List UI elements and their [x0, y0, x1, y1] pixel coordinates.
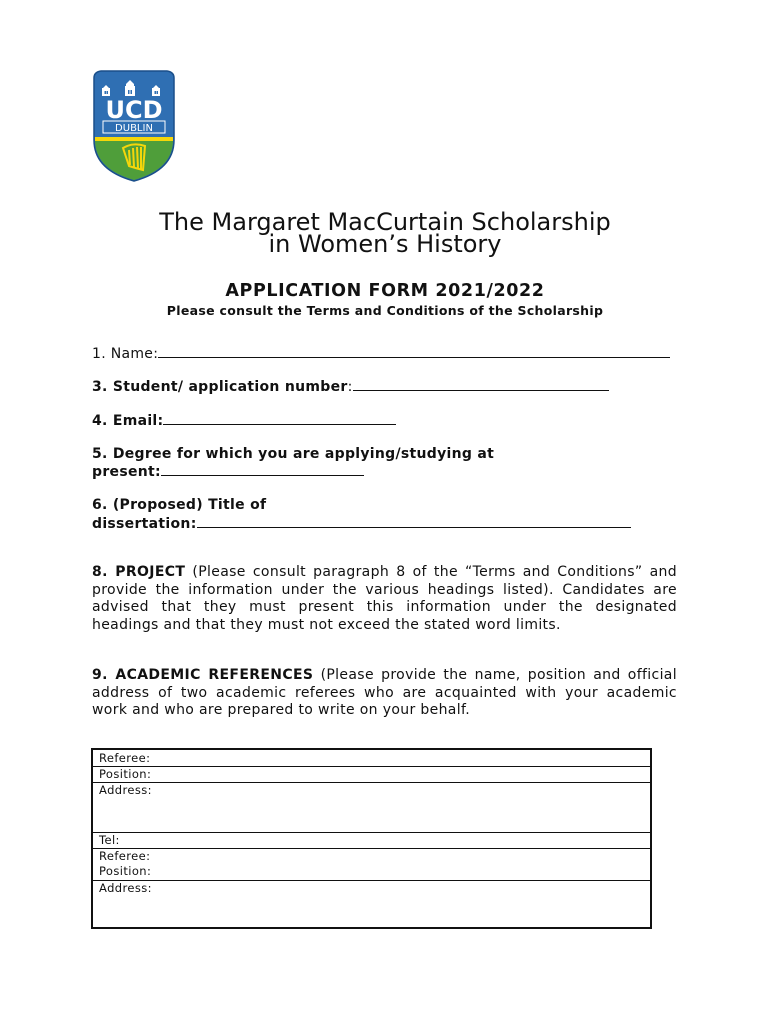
student-number-label: 3. Student/ application number [92, 379, 348, 395]
project-section [92, 564, 677, 634]
scholarship-title-line2: in Women’s History [268, 230, 502, 258]
email-input-line[interactable] [163, 412, 396, 425]
dissertation-row-line1 [92, 497, 266, 514]
references-section [92, 667, 677, 720]
ucd-dublin-logo [93, 70, 175, 182]
dissertation-label-line2: dissertation: [92, 516, 197, 532]
references-text: (Please provide the name, position and official address of two academic referees who are acquainted with your academic work and who are prepared to write on your behalf. [92, 667, 677, 718]
dissertation-row-line2 [92, 515, 631, 533]
email-label: 4. Email: [92, 413, 164, 429]
referee-2-address-row[interactable]: Address: [93, 880, 650, 927]
dissertation-input-line[interactable] [197, 515, 631, 528]
form-heading: APPLICATION FORM 2021/2022 [225, 281, 545, 301]
dissertation-label-line1: 6. (Proposed) Title of [92, 497, 267, 513]
project-text: (Please consult paragraph 8 of the “Terms and Conditions” and provide the information under the various headings listed). Candidates are advised that they must present this information under the designated headings and that they must not exceed the stated word limits. [92, 564, 677, 633]
logo-ucd-text: UCD [105, 96, 163, 124]
degree-row-line1 [92, 446, 494, 463]
degree-label-line1: 5. Degree for which you are applying/studying at [92, 446, 495, 462]
student-number-input-line[interactable] [353, 378, 609, 391]
logo-yellow-band [95, 137, 173, 141]
referee-2-row[interactable]: Referee: [93, 848, 650, 864]
referee-2-position-row[interactable]: Position: [99, 864, 152, 878]
referee-1-row[interactable]: Referee: [99, 751, 151, 765]
form-subheading: Please consult the Terms and Conditions of the Scholarship [166, 303, 604, 318]
referee-table [91, 748, 652, 929]
name-input-line[interactable] [158, 345, 670, 358]
email-row [92, 412, 396, 430]
student-number-row [92, 378, 609, 396]
name-label: 1. Name: [92, 346, 159, 362]
references-heading: 9. ACADEMIC REFERENCES [92, 667, 314, 683]
referee-1-address-row[interactable]: Address: [93, 782, 650, 832]
scholarship-title-line1: The Margaret MacCurtain Scholarship [159, 208, 611, 236]
student-number-colon: : [347, 379, 353, 395]
degree-input-line[interactable] [161, 463, 364, 476]
project-heading: 8. PROJECT [92, 564, 186, 580]
degree-label-line2: present: [92, 464, 161, 480]
referee-1-position-row[interactable]: Position: [93, 766, 650, 782]
referee-1-tel-row[interactable]: Tel: [93, 832, 650, 848]
degree-row-line2 [92, 463, 364, 481]
logo-dublin-text: DUBLIN [115, 123, 153, 134]
name-field-row [92, 345, 670, 363]
